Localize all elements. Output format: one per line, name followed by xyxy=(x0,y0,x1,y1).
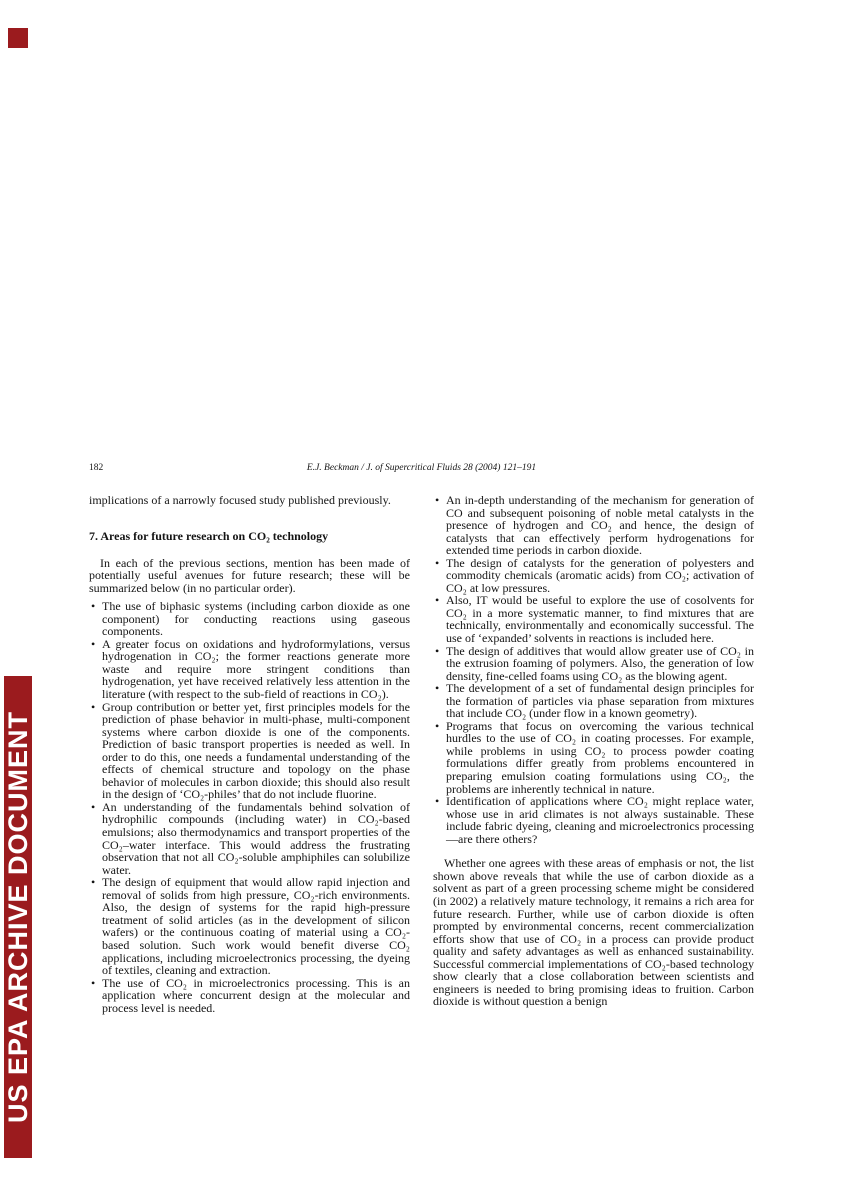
bullet-item: • Programs that focus on overcoming the various technical hurdles to the use of CO₂ in coating processes. For example, while problems in using CO₂ to process powder coating formulations differ greatly from problems encountered in preparing emulsion coating formulations using CO₂, the problems are inherently technical in nature. xyxy=(433,720,754,795)
page-number: 182 xyxy=(89,463,104,473)
bullet-list-left xyxy=(89,600,410,1014)
bullet-item: • Group contribution or better yet, first principles models for the prediction of phase behavior in multi-phase, multi-component systems where carbon dioxide is one of the components. Prediction of basic transport properties is needed as well. In order to do this, one needs a fundamental understanding of the effects of chemical structure and topology on the phase behavior of molecules in carbon dioxide; this should also result in the design of ‘CO₂-philes’ that do not include fluorine. xyxy=(89,701,410,801)
running-head xyxy=(89,462,754,475)
paragraph-continuation: implications of a narrowly focused study published previously. xyxy=(89,493,391,507)
bullet-item: • The use of biphasic systems (including carbon dioxide as one component) for conducting reactions using gaseous components. xyxy=(89,600,410,638)
bullet-item: • The development of a set of fundamental design principles for the formation of particles via phase separation from mixtures that include CO₂ (under flow in a known geometry). xyxy=(433,682,754,720)
bullet-item: • An in-depth understanding of the mechanism for generation of CO and subsequent poisoning of noble metal catalysts in the presence of hydrogen and CO₂ and hence, the design of catalysts that can effectively perform hydrogenations for extended time periods in carbon dioxide. xyxy=(433,494,754,557)
closing-paragraph: Whether one agrees with these areas of emphasis or not, the list shown above reveals that while the use of carbon dioxide as a solvent as part of a green processing scheme might be considered (in 2002) a relatively mature technology, it remains a rich area for future research. Further, while use of carbon dioxide is often prompted by environmental concerns, recent commercialization efforts show that use of CO₂ in a process can provide product quality and safety advantages as well as enhanced sustainability. Successful commercial implementations of CO₂-based technology show clearly that a close collaboration between scientists and engineers is needed to bring promising ideas to fruition. Carbon dioxide is without question a benign xyxy=(433,856,754,1009)
bullet-item: • The use of CO₂ in microelectronics processing. This is an application where concurrent design at the molecular and process level is needed. xyxy=(89,977,410,1015)
bullet-item: • An understanding of the fundamentals behind solvation of hydrophilic compounds (including water) in CO₂-based emulsions; also thermodynamics and transport properties of the CO₂–water interface. This would address the frustrating observation that not all CO₂-soluble amphiphiles can solubilize water. xyxy=(89,801,410,876)
bullet-item: • Identification of applications where CO₂ might replace water, whose use in arid climates is not always sustainable. These include fabric dyeing, cleaning and microelectronics processing—are there others? xyxy=(433,795,754,845)
bullet-item: • Also, IT would be useful to explore the use of cosolvents for CO₂ in a more systematic manner, to find mixtures that are technically, environmentally and economically successful. The use of ‘expanded’ solvents in reactions is included here. xyxy=(433,594,754,644)
bullet-list-right xyxy=(433,494,754,845)
lead-paragraph: In each of the previous sections, mention has been made of potentially useful avenues for future research; these will be summarized below (in no particular order). xyxy=(89,555,410,595)
epa-stamp-square xyxy=(8,28,28,48)
two-column-body xyxy=(89,494,754,1014)
page-content xyxy=(89,462,754,1014)
left-column xyxy=(89,494,410,1014)
bullet-item: • The design of catalysts for the generation of polyesters and commodity chemicals (aromatic acids) from CO₂; activation of CO₂ at low pressures. xyxy=(433,557,754,595)
bullet-item: • The design of equipment that would allow rapid injection and removal of solids from high pressure, CO₂-rich environments. Also, the design of systems for the rapid high-pressure treatment of solid articles (as in the development of silicon wafers) or the continuous coating of material using a CO₂-based solution. Such work would benefit diverse CO₂ applications, including microelectronics processing, the dyeing of textiles, cleaning and extraction. xyxy=(89,876,410,976)
epa-archive-banner xyxy=(4,676,32,1158)
running-title: E.J. Beckman / J. of Supercritical Fluids 28 (2004) 121–191 xyxy=(306,463,537,473)
epa-archive-banner-text: US EPA ARCHIVE DOCUMENT xyxy=(2,710,33,1124)
bullet-item: • The design of additives that would allow greater use of CO₂ in the extrusion foaming of polymers. Also, the generation of low density, fine-celled foams using CO₂ as the blowing agent. xyxy=(433,645,754,683)
bullet-item: • A greater focus on oxidations and hydroformylations, versus hydrogenation in CO₂; the former reactions generate more waste and require more stringent conditions than hydrogenation, yet have received relatively less attention in the literature (with respect to the sub-field of reactions in CO₂). xyxy=(89,638,410,701)
section-heading: 7. Areas for future research on CO₂ technology xyxy=(89,528,329,543)
right-column xyxy=(433,494,754,1014)
